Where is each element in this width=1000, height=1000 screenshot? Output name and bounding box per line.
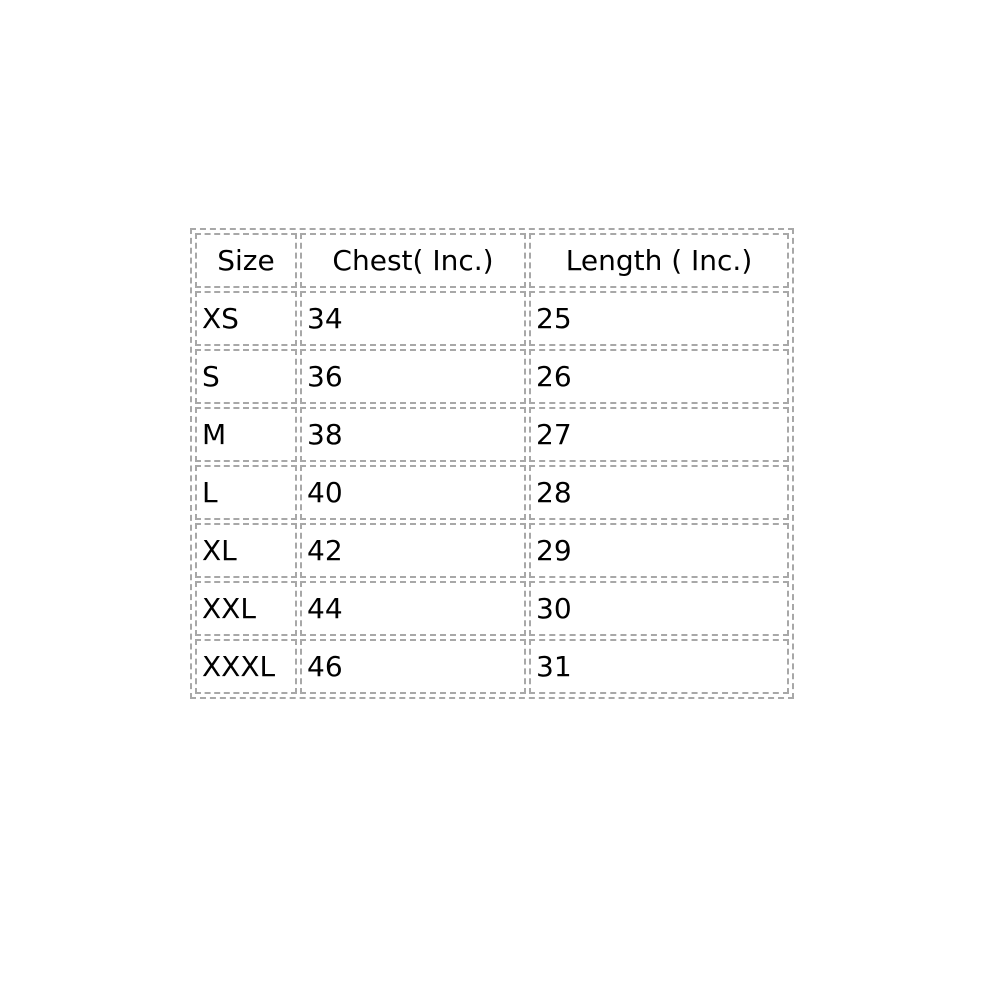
size-cell: S — [195, 349, 297, 404]
size-cell: XXXL — [195, 639, 297, 694]
chest-cell: 42 — [300, 523, 526, 578]
chest-cell: 44 — [300, 581, 526, 636]
table-row — [195, 639, 789, 694]
chest-cell: 36 — [300, 349, 526, 404]
header-row — [195, 233, 789, 288]
length-cell: 29 — [529, 523, 789, 578]
length-cell: 27 — [529, 407, 789, 462]
table-row — [195, 465, 789, 520]
chest-cell: 34 — [300, 291, 526, 346]
size-cell: M — [195, 407, 297, 462]
table-row — [195, 349, 789, 404]
table-row — [195, 407, 789, 462]
header-size: Size — [195, 233, 297, 288]
chest-cell: 46 — [300, 639, 526, 694]
length-cell: 31 — [529, 639, 789, 694]
header-chest: Chest( Inc.) — [300, 233, 526, 288]
length-cell: 30 — [529, 581, 789, 636]
length-cell: 28 — [529, 465, 789, 520]
size-chart — [190, 228, 794, 699]
chest-cell: 40 — [300, 465, 526, 520]
table-row — [195, 291, 789, 346]
table-row — [195, 523, 789, 578]
length-cell: 25 — [529, 291, 789, 346]
size-cell: XS — [195, 291, 297, 346]
table-row — [195, 581, 789, 636]
length-cell: 26 — [529, 349, 789, 404]
size-chart-table — [190, 228, 794, 699]
chest-cell: 38 — [300, 407, 526, 462]
size-cell: XL — [195, 523, 297, 578]
size-cell: XXL — [195, 581, 297, 636]
size-cell: L — [195, 465, 297, 520]
header-length: Length ( Inc.) — [529, 233, 789, 288]
size-table-body — [195, 291, 789, 694]
